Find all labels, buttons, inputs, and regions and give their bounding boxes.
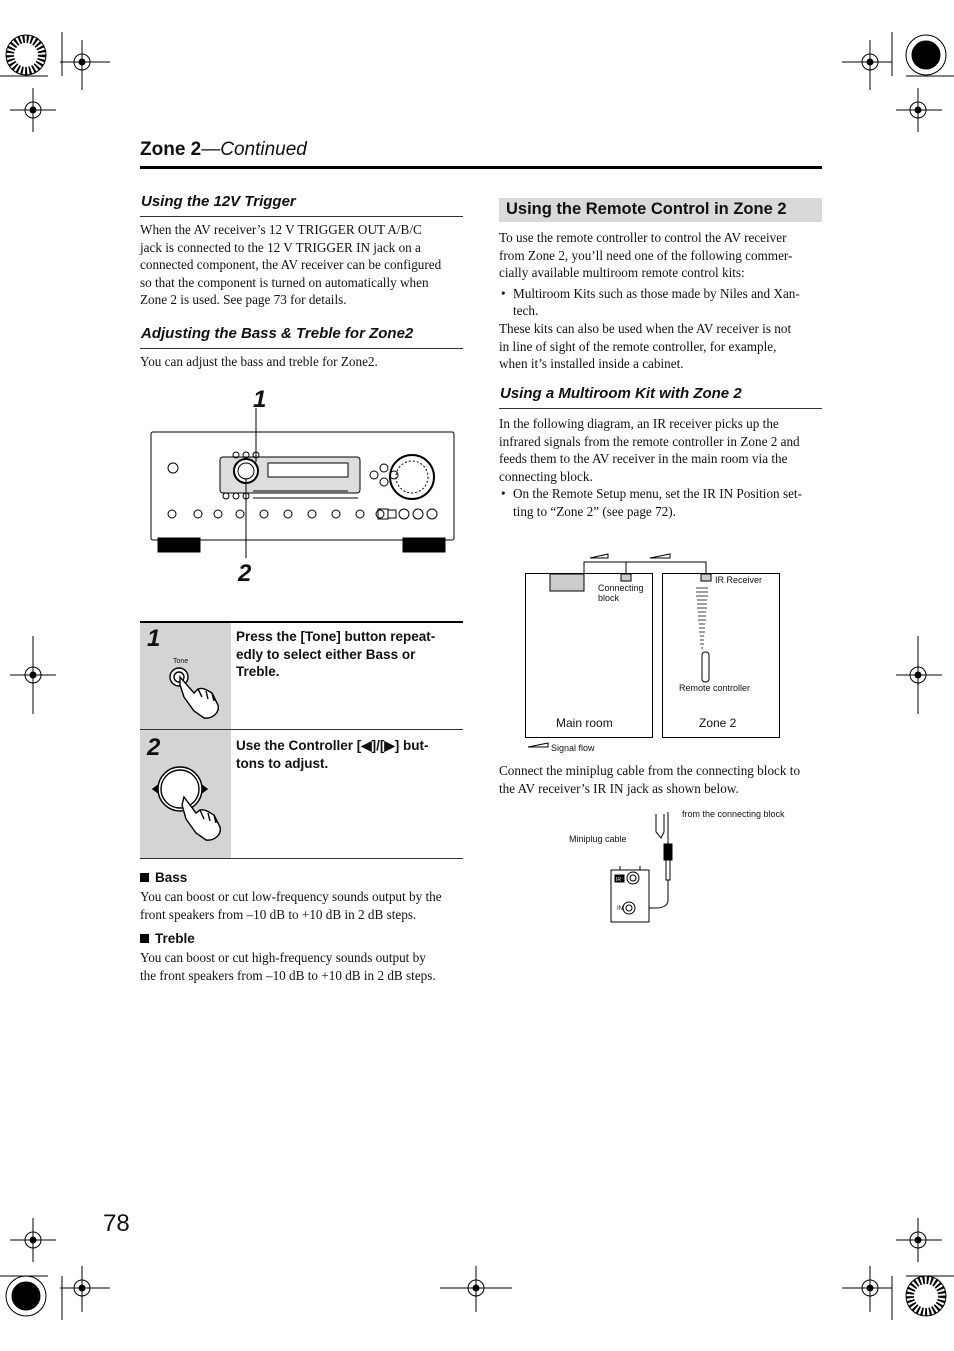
treble-heading [140, 931, 195, 946]
text-line: ting to “Zone 2” (see page 72). [513, 503, 676, 519]
bass-heading-text: Bass [155, 870, 188, 885]
text-line: Press the [Tone] button repeat- [236, 629, 436, 644]
zone2-label: Zone 2 [699, 716, 737, 730]
text-line: You can boost or cut high-frequency sounds output by [140, 950, 426, 965]
text-line: cially available multiroom remote control kits: [499, 265, 745, 281]
text-line: To use the remote controller to control the AV receiver [499, 230, 787, 245]
bullet-item [499, 285, 829, 320]
bass-treble-rule [140, 348, 463, 349]
multiroom-rule [499, 408, 822, 409]
callout-2: 2 [238, 560, 252, 587]
multiroom-heading: Using a Multiroom Kit with Zone 2 [500, 385, 742, 402]
text-line: In the following diagram, an IR receiver picks up the [499, 416, 779, 431]
text-line: feeds them to the AV receiver in the main room via the [499, 451, 788, 467]
header-title: Zone 2 [140, 139, 202, 160]
step-1-text [236, 628, 461, 681]
steps-bottom-rule [140, 858, 463, 859]
bass-treble-heading: Adjusting the Bass & Treble for Zone2 [141, 325, 414, 342]
header-continued: —Continued [201, 139, 307, 160]
bass-paragraph [140, 888, 442, 923]
connect-paragraph [499, 762, 829, 797]
zone2-box [663, 574, 780, 738]
text-line: from Zone 2, you’ll need one of the following commer- [499, 247, 793, 263]
text-line: jack is connected to the 12 V TRIGGER IN jack on a [140, 239, 421, 255]
text-line: the front speakers from –10 dB to +10 dB in 2 dB steps. [140, 967, 436, 983]
steps-mid-rule [140, 729, 463, 730]
square-bullet-icon [140, 873, 149, 882]
from-connecting-block-label: from the connecting block [682, 809, 785, 819]
tone-button-press-icon [160, 663, 230, 723]
bass-heading [140, 870, 187, 885]
bass-treble-intro: You can adjust the bass and treble for Zone2. [140, 354, 378, 369]
treble-paragraph [140, 949, 436, 984]
page-number: 78 [103, 1210, 130, 1237]
text-line: block [598, 593, 620, 603]
text-line: in line of sight of the remote controller, for example, [499, 338, 777, 354]
ir-jack-label: IR [616, 877, 621, 883]
text-line: connected component, the AV receiver can be configured [140, 257, 442, 273]
main-room-label: Main room [556, 716, 613, 730]
text-line: Treble. [236, 664, 280, 679]
connecting-block-label [598, 583, 644, 603]
text-line: Zone 2 is used. See page 73 for details. [140, 292, 347, 308]
trigger-heading: Using the 12V Trigger [141, 193, 296, 210]
text-line: tons to adjust. [236, 755, 329, 771]
ir-receiver-label: IR Receiver [715, 575, 763, 585]
bullet-item [499, 485, 829, 520]
text-line: Use the Controller [◀]/[▶] but- [236, 738, 429, 753]
text-line: edly to select either Bass or [236, 646, 416, 662]
step-2-number: 2 [147, 734, 161, 761]
text-line: You can boost or cut low-frequency sounds output by the [140, 889, 442, 904]
remote-controller-label: Remote controller [679, 683, 751, 693]
text-line: infrared signals from the remote controller in Zone 2 and [499, 433, 800, 449]
step-2-text [236, 737, 461, 772]
text-line: Connecting [598, 583, 644, 593]
step-1-number: 1 [147, 625, 161, 652]
text-line: • Multiroom Kits such as those made by Niles and Xan- [513, 285, 800, 301]
text-line: These kits can also be used when the AV receiver is not [499, 320, 792, 336]
in-jack-label: IN [617, 906, 623, 912]
trigger-paragraph [140, 221, 470, 309]
text-line: When the AV receiver’s 12 V TRIGGER OUT A/B/C [140, 222, 422, 237]
treble-heading-text: Treble [155, 931, 195, 946]
header-rule [140, 166, 822, 169]
remote-paragraph [499, 229, 829, 373]
text-line: front speakers from –10 dB to +10 dB in 2 dB steps. [140, 906, 417, 922]
receiver-front-panel-illustration [148, 408, 458, 558]
miniplug-cable-label: Miniplug cable [569, 834, 627, 844]
miniplug-jack-diagram [600, 808, 690, 928]
text-line: connecting block. [499, 468, 593, 484]
text-line: • On the Remote Setup menu, set the IR IN Position set- [513, 486, 802, 502]
text-line: when it’s installed inside a cabinet. [499, 356, 684, 372]
square-bullet-icon [140, 934, 149, 943]
remote-heading: Using the Remote Control in Zone 2 [506, 200, 787, 218]
trigger-rule [140, 216, 463, 217]
multiroom-paragraph [499, 415, 829, 521]
remote-heading-bar [499, 198, 822, 222]
page-header [140, 139, 307, 161]
text-line: Connect the miniplug cable from the connecting block to [499, 763, 801, 778]
callout-1: 1 [253, 386, 267, 413]
controller-dial-icon [148, 765, 228, 845]
text-line: so that the component is turned on automatically when [140, 274, 429, 290]
tone-icon-label: Tone [173, 658, 189, 665]
text-line: tech. [513, 303, 539, 319]
text-line: the AV receiver’s IR IN jack as shown below. [499, 780, 739, 796]
signal-flow-label: Signal flow [551, 743, 595, 753]
